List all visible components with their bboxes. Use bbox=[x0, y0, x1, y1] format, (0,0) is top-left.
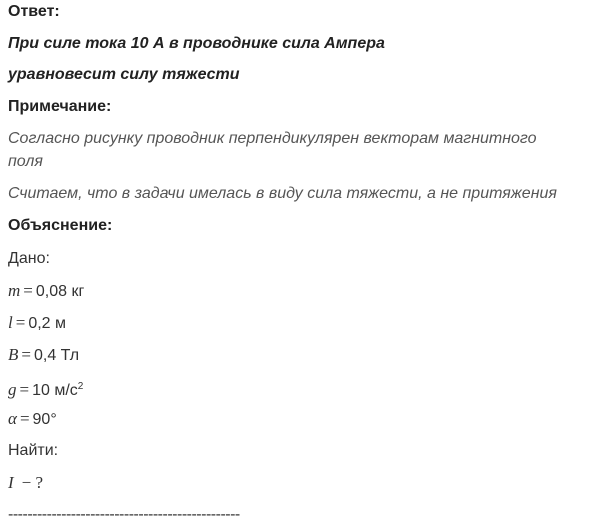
note-heading: Примечание: bbox=[8, 98, 112, 115]
answer-line-1: При силе тока 10 А в проводнике сила Ампера bbox=[8, 35, 385, 52]
explanation-heading: Объяснение: bbox=[8, 217, 113, 234]
gravity-value: 10 м/с bbox=[32, 382, 78, 399]
equals-sign: = bbox=[23, 281, 33, 300]
find-unknown bbox=[8, 473, 46, 494]
gravity-symbol: g bbox=[8, 380, 17, 399]
given-angle bbox=[8, 409, 57, 430]
length-symbol: l bbox=[8, 313, 13, 332]
equals-sign: = bbox=[21, 345, 31, 364]
equals-sign: = bbox=[19, 380, 30, 399]
given-length bbox=[8, 313, 66, 334]
note-line-3: Считаем, что в задачи имелась в виду сила тяжести, а не притяжения bbox=[8, 185, 557, 202]
equals-sign: = bbox=[15, 313, 26, 332]
given-gravity bbox=[8, 377, 83, 401]
equals-sign: = bbox=[19, 409, 30, 428]
length-value: 0,2 м bbox=[28, 315, 67, 332]
given-mass bbox=[8, 281, 84, 302]
answer-line-2: уравновесит силу тяжести bbox=[8, 66, 240, 83]
given-label: Дано: bbox=[8, 250, 50, 267]
answer-heading: Ответ: bbox=[8, 3, 60, 20]
current-symbol: I bbox=[8, 473, 14, 492]
angle-symbol: α bbox=[8, 409, 17, 428]
angle-value: 90° bbox=[32, 411, 57, 428]
mass-symbol: m bbox=[8, 281, 21, 300]
gravity-exponent: 2 bbox=[77, 381, 84, 392]
given-induction bbox=[8, 345, 79, 366]
note-line-1: Согласно рисунку проводник перпендикулярен векторам магнитного bbox=[8, 130, 537, 147]
induction-value: 0,4 Тл bbox=[33, 347, 80, 364]
find-label: Найти: bbox=[8, 442, 59, 459]
unknown-marker: − ? bbox=[21, 473, 44, 492]
separator-line: ------------------------------------------------ bbox=[8, 506, 240, 523]
induction-symbol: B bbox=[8, 345, 19, 364]
mass-value: 0,08 кг bbox=[35, 283, 85, 300]
note-line-2: поля bbox=[8, 153, 43, 170]
